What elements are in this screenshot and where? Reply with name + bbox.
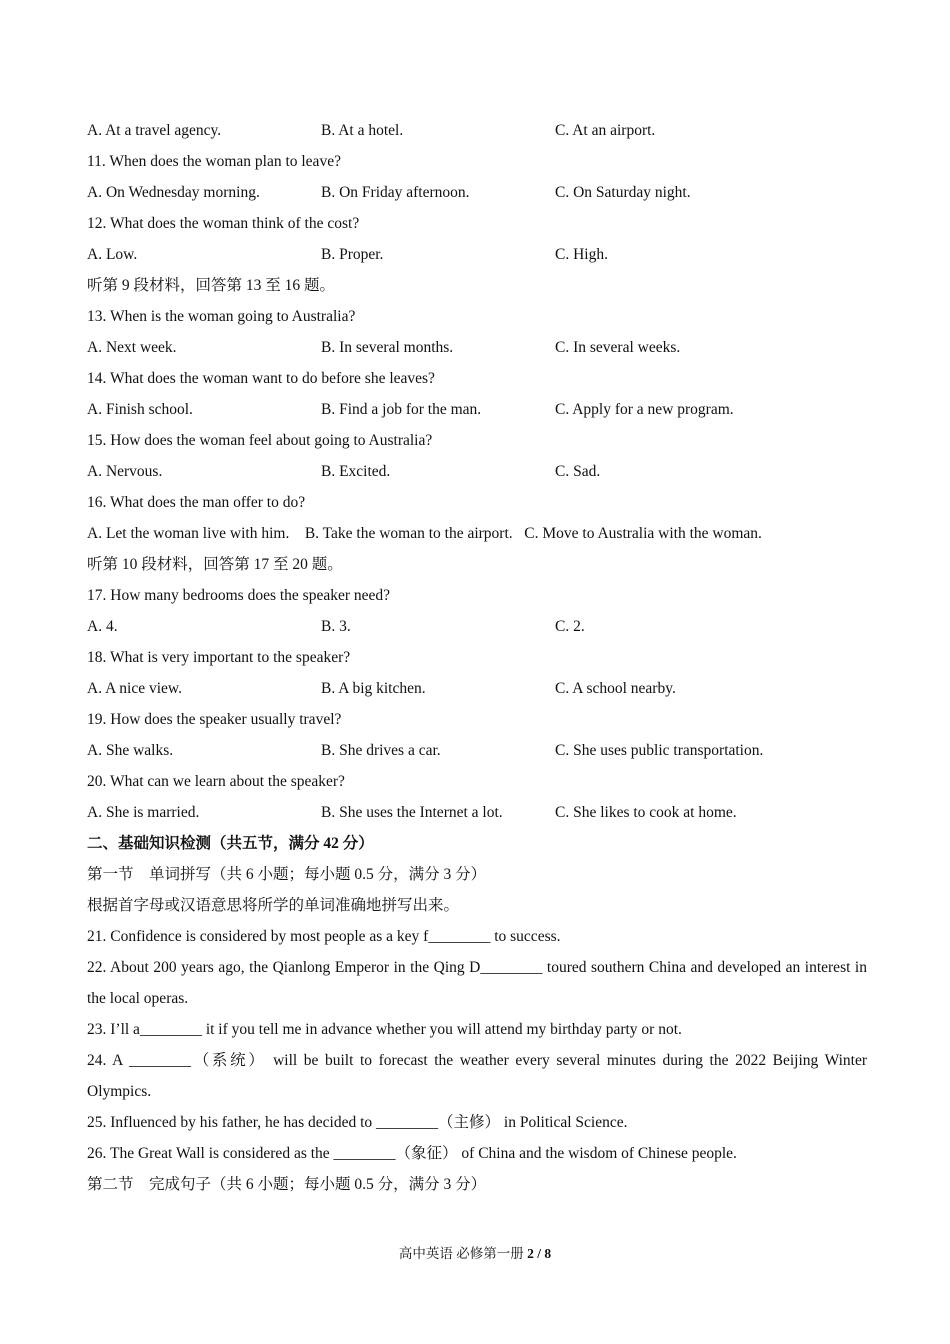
page-footer xyxy=(0,1244,950,1264)
answer-option: B. At a hotel. xyxy=(321,122,404,139)
text-line: 第一节 单词拼写（共 6 小题；每小题 0.5 分，满分 3 分） xyxy=(87,866,487,883)
text-line: 25. Influenced by his father, he has decided to ________（主修） in Political Science. xyxy=(87,1114,628,1131)
answer-option: B. She uses the Internet a lot. xyxy=(321,804,503,821)
answer-option: A. At a travel agency. xyxy=(87,122,222,139)
answer-options xyxy=(87,456,867,487)
answer-option: B. She drives a car. xyxy=(321,742,441,759)
text-line: 26. The Great Wall is considered as the ________（象征） of China and the wisdom of Chinese people. xyxy=(87,1145,737,1162)
text-line: 听第 9 段材料，回答第 13 至 16 题。 xyxy=(87,277,336,294)
text-line: 18. What is very important to the speaker? xyxy=(87,649,351,666)
footer-title: 高中英语 必修第一册 xyxy=(398,1246,528,1261)
answer-option: A. She is married. xyxy=(87,804,200,821)
answer-options xyxy=(87,611,867,642)
answer-options xyxy=(87,394,867,425)
answer-option: A. On Wednesday morning. xyxy=(87,184,260,201)
answer-option: B. 3. xyxy=(321,618,351,635)
text-line: 13. When is the woman going to Australia? xyxy=(87,308,356,325)
text-line: 23. I’ll a________ it if you tell me in advance whether you will attend my birthday party or not. xyxy=(87,1021,682,1038)
answer-option: A. A nice view. xyxy=(87,680,182,697)
answer-option: C. In several weeks. xyxy=(555,339,681,356)
answer-option: C. 2. xyxy=(555,618,585,635)
answer-options xyxy=(87,673,867,704)
text-line: 22. About 200 years ago, the Qianlong Emperor in the Qing D________ toured southern China and developed an interest in the local operas. xyxy=(87,959,867,1007)
answer-option: A. Next week. xyxy=(87,339,177,356)
text-line: 12. What does the woman think of the cost? xyxy=(87,215,360,232)
text-line: 15. How does the woman feel about going to Australia? xyxy=(87,432,433,449)
answer-option: A. Finish school. xyxy=(87,401,193,418)
section-heading: 二、基础知识检测（共五节，满分 42 分） xyxy=(87,835,374,852)
text-line: 11. When does the woman plan to leave? xyxy=(87,153,341,170)
answer-option: B. On Friday afternoon. xyxy=(321,184,470,201)
answer-option: B. Find a job for the man. xyxy=(321,401,482,418)
answer-option: C. She likes to cook at home. xyxy=(555,804,737,821)
answer-option: A. 4. xyxy=(87,618,118,635)
text-line: 17. How many bedrooms does the speaker need? xyxy=(87,587,391,604)
answer-options xyxy=(87,177,867,208)
answer-option: C. Sad. xyxy=(555,463,601,480)
answer-option: B. A big kitchen. xyxy=(321,680,426,697)
text-line: 21. Confidence is considered by most people as a key f________ to success. xyxy=(87,928,561,945)
text-line: 16. What does the man offer to do? xyxy=(87,494,306,511)
text-line: 14. What does the woman want to do before she leaves? xyxy=(87,370,435,387)
answer-option: A. Low. xyxy=(87,246,138,263)
answer-options xyxy=(87,332,867,363)
text-line: 第二节 完成句子（共 6 小题；每小题 0.5 分，满分 3 分） xyxy=(87,1176,487,1193)
answer-option: C. At an airport. xyxy=(555,122,656,139)
answer-option: A. She walks. xyxy=(87,742,174,759)
answer-options xyxy=(87,797,867,828)
answer-options xyxy=(87,239,867,270)
answer-options xyxy=(87,735,867,766)
text-line: 24. A ________（系统） will be built to forecast the weather every several minutes during the 2022 Beijing Winter Olympics. xyxy=(87,1052,867,1100)
answer-option: C. She uses public transportation. xyxy=(555,742,764,759)
text-line: 20. What can we learn about the speaker? xyxy=(87,773,345,790)
exam-content xyxy=(87,115,867,1200)
page-number: 2 / 8 xyxy=(527,1246,552,1261)
answer-option: C. On Saturday night. xyxy=(555,184,691,201)
answer-option: C. High. xyxy=(555,246,608,263)
answer-option: B. Proper. xyxy=(321,246,384,263)
answer-option: B. In several months. xyxy=(321,339,454,356)
text-line: 听第 10 段材料，回答第 17 至 20 题。 xyxy=(87,556,343,573)
text-line: A. Let the woman live with him. B. Take the woman to the airport. C. Move to Australia with the woman. xyxy=(87,525,762,542)
answer-options xyxy=(87,115,867,146)
answer-option: C. A school nearby. xyxy=(555,680,676,697)
answer-option: C. Apply for a new program. xyxy=(555,401,734,418)
text-line: 19. How does the speaker usually travel? xyxy=(87,711,342,728)
answer-option: A. Nervous. xyxy=(87,463,163,480)
answer-option: B. Excited. xyxy=(321,463,391,480)
text-line: 根据首字母或汉语意思将所学的单词准确地拼写出来。 xyxy=(87,897,460,914)
